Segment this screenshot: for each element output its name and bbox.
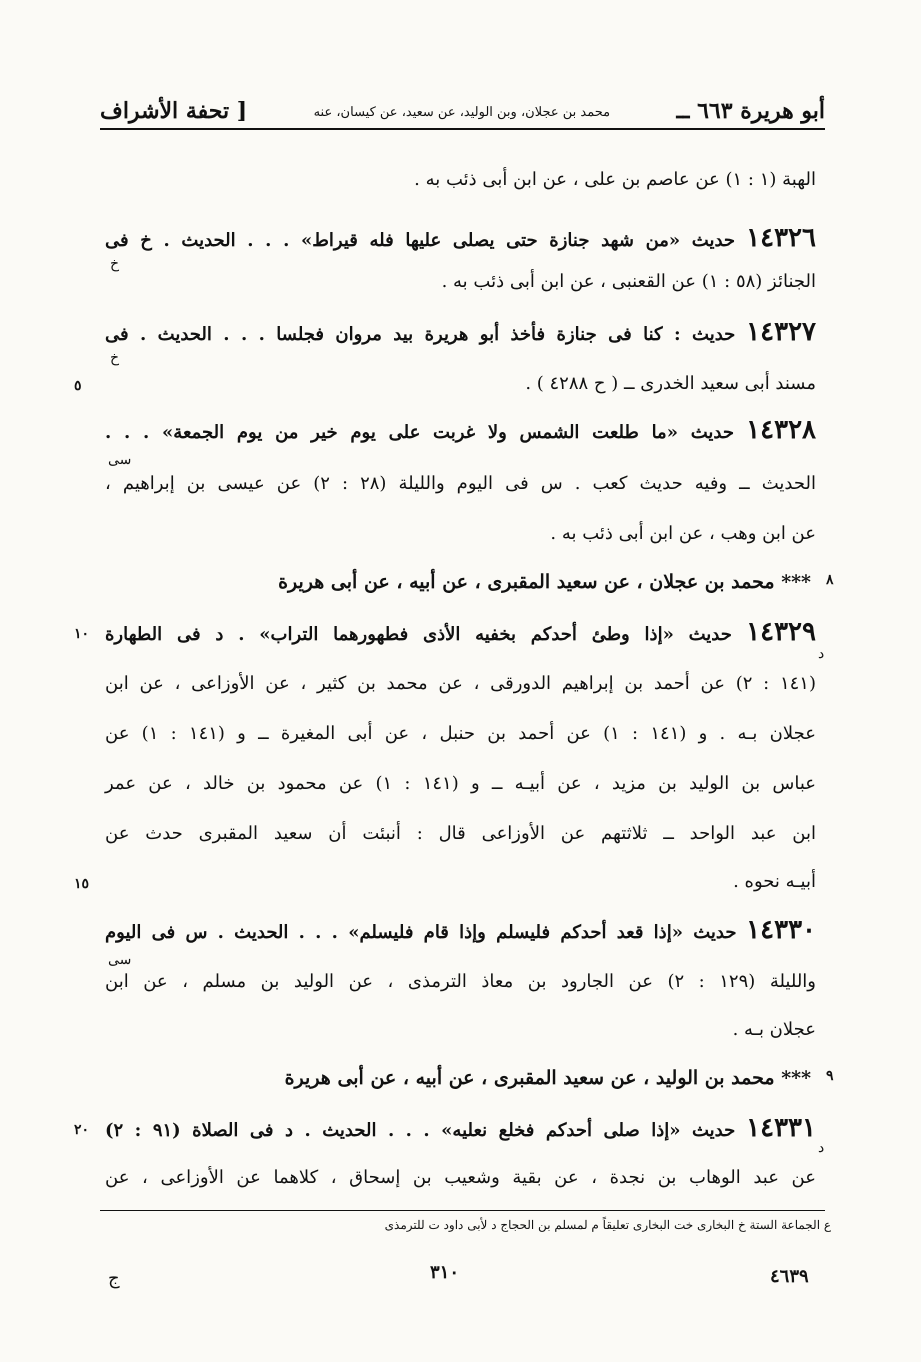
- section-marker: ٩: [826, 1068, 834, 1084]
- text-line: مسند أبى سعيد الخدرى ــ ( ح ٤٢٨٨ ) .: [525, 373, 816, 394]
- sequence-number: ٤٦٣٩: [770, 1266, 809, 1287]
- header-chain: محمد بن عجلان، وبن الوليد، عن سعيد، عن كيسان، عنه: [313, 105, 611, 120]
- hadith-entry-14326: ١٤٣٢٦ حديث «من شهد جنازة حتى يصلى عليها فله قيراط» . . . الحديث . خ فى: [105, 223, 816, 253]
- page-number: ٣١٠: [430, 1262, 460, 1283]
- hadith-number: ١٤٣٢٦: [746, 223, 816, 253]
- sigil-mark: د: [818, 646, 825, 662]
- line-number: ٥: [74, 378, 82, 394]
- section-marker: ٨: [826, 572, 834, 588]
- hadith-entry-14328: ١٤٣٢٨ حديث «ما طلعت الشمس ولا غربت على يوم خير من يوم الجمعة» . . .: [105, 415, 816, 445]
- text-line: عجلان بـه . و (١٤١ : ١) عن أحمد بن حنبل ، عن أبى المغيرة ــ و (١٤١ : ١) عن: [105, 723, 816, 744]
- sigil-mark: سى: [108, 452, 132, 468]
- text-line: ابن عبد الواحد ــ ثلاثتهم عن الأوزاعى قال : أنبئت أن سعيد المقبرى حدث عن: [105, 823, 816, 844]
- text-line: (١٤١ : ٢) عن أحمد بن إبراهيم الدورقى ، عن محمد بن كثير ، عن الأوزاعى ، عن ابن: [105, 673, 816, 694]
- line-number: ١٥: [74, 876, 90, 892]
- hadith-number: ١٤٣٣٠: [746, 915, 816, 945]
- sigla-legend: ع الجماعة الستة خ البخارى خت البخارى تعليقاً م لمسلم بن الحجاج د لأبى داود ت للترمذى: [384, 1218, 831, 1232]
- text-line: عباس بن الوليد بن مزيد ، عن أبيـه ــ و (١٤١ : ١) عن محمود بن خالد ، عن عمر: [105, 773, 816, 794]
- running-header: [100, 80, 825, 124]
- section-heading: *** محمد بن الوليد ، عن سعيد المقبرى ، عن أبيه ، عن أبى هريرة: [284, 1067, 811, 1089]
- header-rule: [100, 128, 825, 130]
- sigil-mark: سى: [108, 952, 132, 968]
- text-line: والليلة (١٢٩ : ٢) عن الجارود بن معاذ الترمذى ، عن الوليد بن مسلم ، عن ابن: [105, 971, 816, 992]
- sigil-mark: د: [818, 1140, 825, 1156]
- hadith-number: ١٤٣٢٨: [746, 415, 816, 445]
- header-companion: أبو هريرة ٦٦٣ ــ: [676, 98, 825, 124]
- text-line: عجلان بـه .: [732, 1019, 816, 1040]
- sigil-mark: خ: [110, 256, 120, 272]
- hadith-number: ١٤٣٢٧: [746, 317, 816, 347]
- section-heading: *** محمد بن عجلان ، عن سعيد المقبرى ، عن أبيه ، عن أبى هريرة: [278, 571, 811, 593]
- footer-rule: [100, 1210, 825, 1211]
- line-number: ٢٠: [74, 1122, 90, 1138]
- text-line: أبيـه نحوه .: [733, 871, 816, 892]
- signature-code: ج: [108, 1268, 120, 1289]
- text-line: الحديث ــ وفيه حديث كعب . س فى اليوم والليلة (٢٨ : ٢) عن عيسى بن إبراهيم ،: [105, 473, 816, 494]
- text-line: عن عبد الوهاب بن نجدة ، عن بقية وشعيب بن إسحاق ، كلاهما عن الأوزاعى ، عن: [105, 1167, 816, 1188]
- line-number: ١٠: [74, 626, 90, 642]
- hadith-entry-14329: ١٤٣٢٩ حديث «إذا وطئ أحدكم بخفيه الأذى فطهورهما التراب» . د فى الطهارة: [105, 617, 816, 647]
- header-volume-title: [ تحفة الأشراف: [100, 98, 248, 124]
- sigil-mark: خ: [110, 350, 120, 366]
- hadith-entry-14327: ١٤٣٢٧ حديث : كنا فى جنازة فأخذ أبو هريرة بيد مروان فجلسا . . . الحديث . فى: [105, 317, 816, 347]
- text-line: الهبة (١ : ١) عن عاصم بن على ، عن ابن أبى ذئب به .: [414, 169, 816, 190]
- text-line: عن ابن وهب ، عن ابن أبى ذئب به .: [550, 523, 816, 544]
- hadith-number: ١٤٣٢٩: [746, 617, 816, 647]
- hadith-entry-14330: ١٤٣٣٠ حديث «إذا قعد أحدكم فليسلم وإذا قام فليسلم» . . . الحديث . س فى اليوم: [105, 915, 816, 945]
- hadith-entry-14331: ١٤٣٣١ حديث «إذا صلى أحدكم فخلع نعليه» . . . الحديث . د فى الصلاة (٩١ : ٢): [105, 1113, 816, 1143]
- hadith-number: ١٤٣٣١: [746, 1113, 816, 1143]
- text-line: الجنائز (٥٨ : ١) عن القعنبى ، عن ابن أبى ذئب به .: [441, 271, 816, 292]
